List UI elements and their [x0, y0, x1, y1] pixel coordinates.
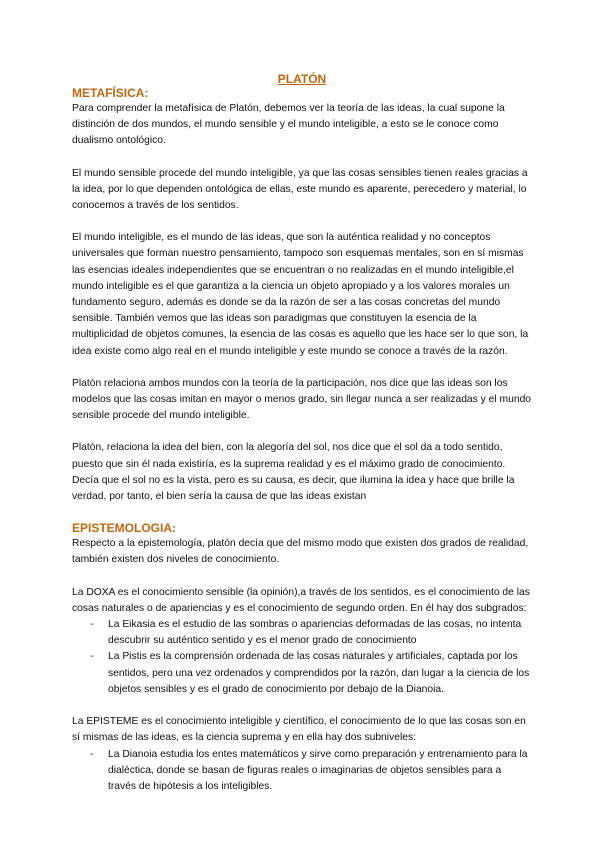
doxa-list — [72, 617, 532, 698]
section-heading-metafisica: METAFÍSICA: — [72, 86, 149, 100]
doxa-paragraph: La DOXA es el conocimiento sensible (la opinión),a través de los sentidos, es el conocimiento de las cosas naturales o de apariencias y es el conocimiento de segundo orden. En él hay dos subgrados: — [72, 586, 530, 614]
page-title: PLATÓN — [277, 72, 327, 86]
paragraph: Respecto a la epistemología, platón decía que del mismo modo que existen dos grados de realidad, también existen dos niveles de conocimiento. — [72, 538, 529, 566]
section-heading-epistemologia: EPISTEMOLOGIA: — [72, 521, 177, 536]
paragraph: Platón, relaciona la idea del bien, con la alegoría del sol, nos dice que el sol da a todo sentido, puesto que sin él nada existiría, es la suprema realidad y es el máximo grado de conocimiento. Decía que el sol no es la vista, pero es su causa, es decir, que ilumina la idea y hace que brille la verdad, por tanto, el bien sería la causa de que las ideas existan — [72, 442, 515, 503]
list-item — [72, 649, 532, 698]
document-page — [72, 72, 532, 795]
list-item-text: La Eikasia es el estudio de las sombras o apariencias deformadas de las cosas, no intenta descubrir su auténtico sentido y es el menor grado de conocimiento — [108, 619, 522, 647]
list-item — [72, 747, 532, 796]
paragraph: Para comprender la metafísica de Platón, debemos ver la teoría de las ideas, la cual supone la distinción de dos mundos, el mundo sensible y el mundo inteligible, a esto se le conoce como dualismo ontológico. — [72, 103, 505, 147]
paragraph: El mundo inteligible, es el mundo de las ideas, que son la auténtica realidad y no conceptos universales que forman nuestro pensamiento, tampoco son esquemas mentales, son en sí mismas las esencias ideales independientes que se encuentran o no realizadas en el mundo inteligible,el mundo inteligible es el que garantiza a la ciencia un objeto apropiado y a los valores morales un fundamento seguro, además es donde se da la razón de ser a las cosas concretas del mundo sensible. También vemos que las ideas son paradigmas que constituyen la esencia de la multiplicidad de objetos comunes, la esencia de las cosas es aquello que les hace ser lo que son, la idea existe como algo real en el mundo inteligible y este mundo se conoce a través de la razón. — [72, 232, 529, 357]
paragraph: El mundo sensible procede del mundo inteligible, ya que las cosas sensibles tienen reales gracias a la idea, por lo que dependen ontológica de ellas, este mundo es aparente, perecedero y material, lo conocemos a través de los sentidos. — [72, 167, 528, 212]
list-item-text: La Pistis es la comprensión ordenada de las cosas naturales y artificiales, captada por los sentidos, pero una vez ordenados y comprendidos por la razón, dan lugar a la ciencia de los objetos sensibles y es el grado de conocimiento por debajo de la Dianoia. — [108, 651, 530, 695]
episteme-list — [72, 747, 532, 796]
bullet-dash: - — [90, 619, 94, 631]
list-item-text: La Dianoia estudia los entes matemáticos y sirve como preparación y entrenamiento para la dialéctica, donde se basan de figuras reales o imaginarias de objetos sensibles para a través de hipótesis a los inteligibles. — [108, 748, 528, 792]
bullet-dash: - — [90, 748, 94, 760]
paragraph: Platón relaciona ambos mundos con la teoría de la participación, nos dice que las ideas son los modelos que las cosas imitan en mayor o menos grado, sin llegar nunca a ser realizadas y el mundo sensible procede del mundo inteligible. — [72, 377, 532, 422]
list-item — [72, 617, 532, 649]
episteme-paragraph: La EPISTEME es el conocimiento inteligible y científico, el conocimiento de lo que las cosas son en sí mismas de las ideas, es la ciencia suprema y en ella hay dos subniveles: — [72, 716, 526, 744]
bullet-dash: - — [90, 651, 94, 663]
